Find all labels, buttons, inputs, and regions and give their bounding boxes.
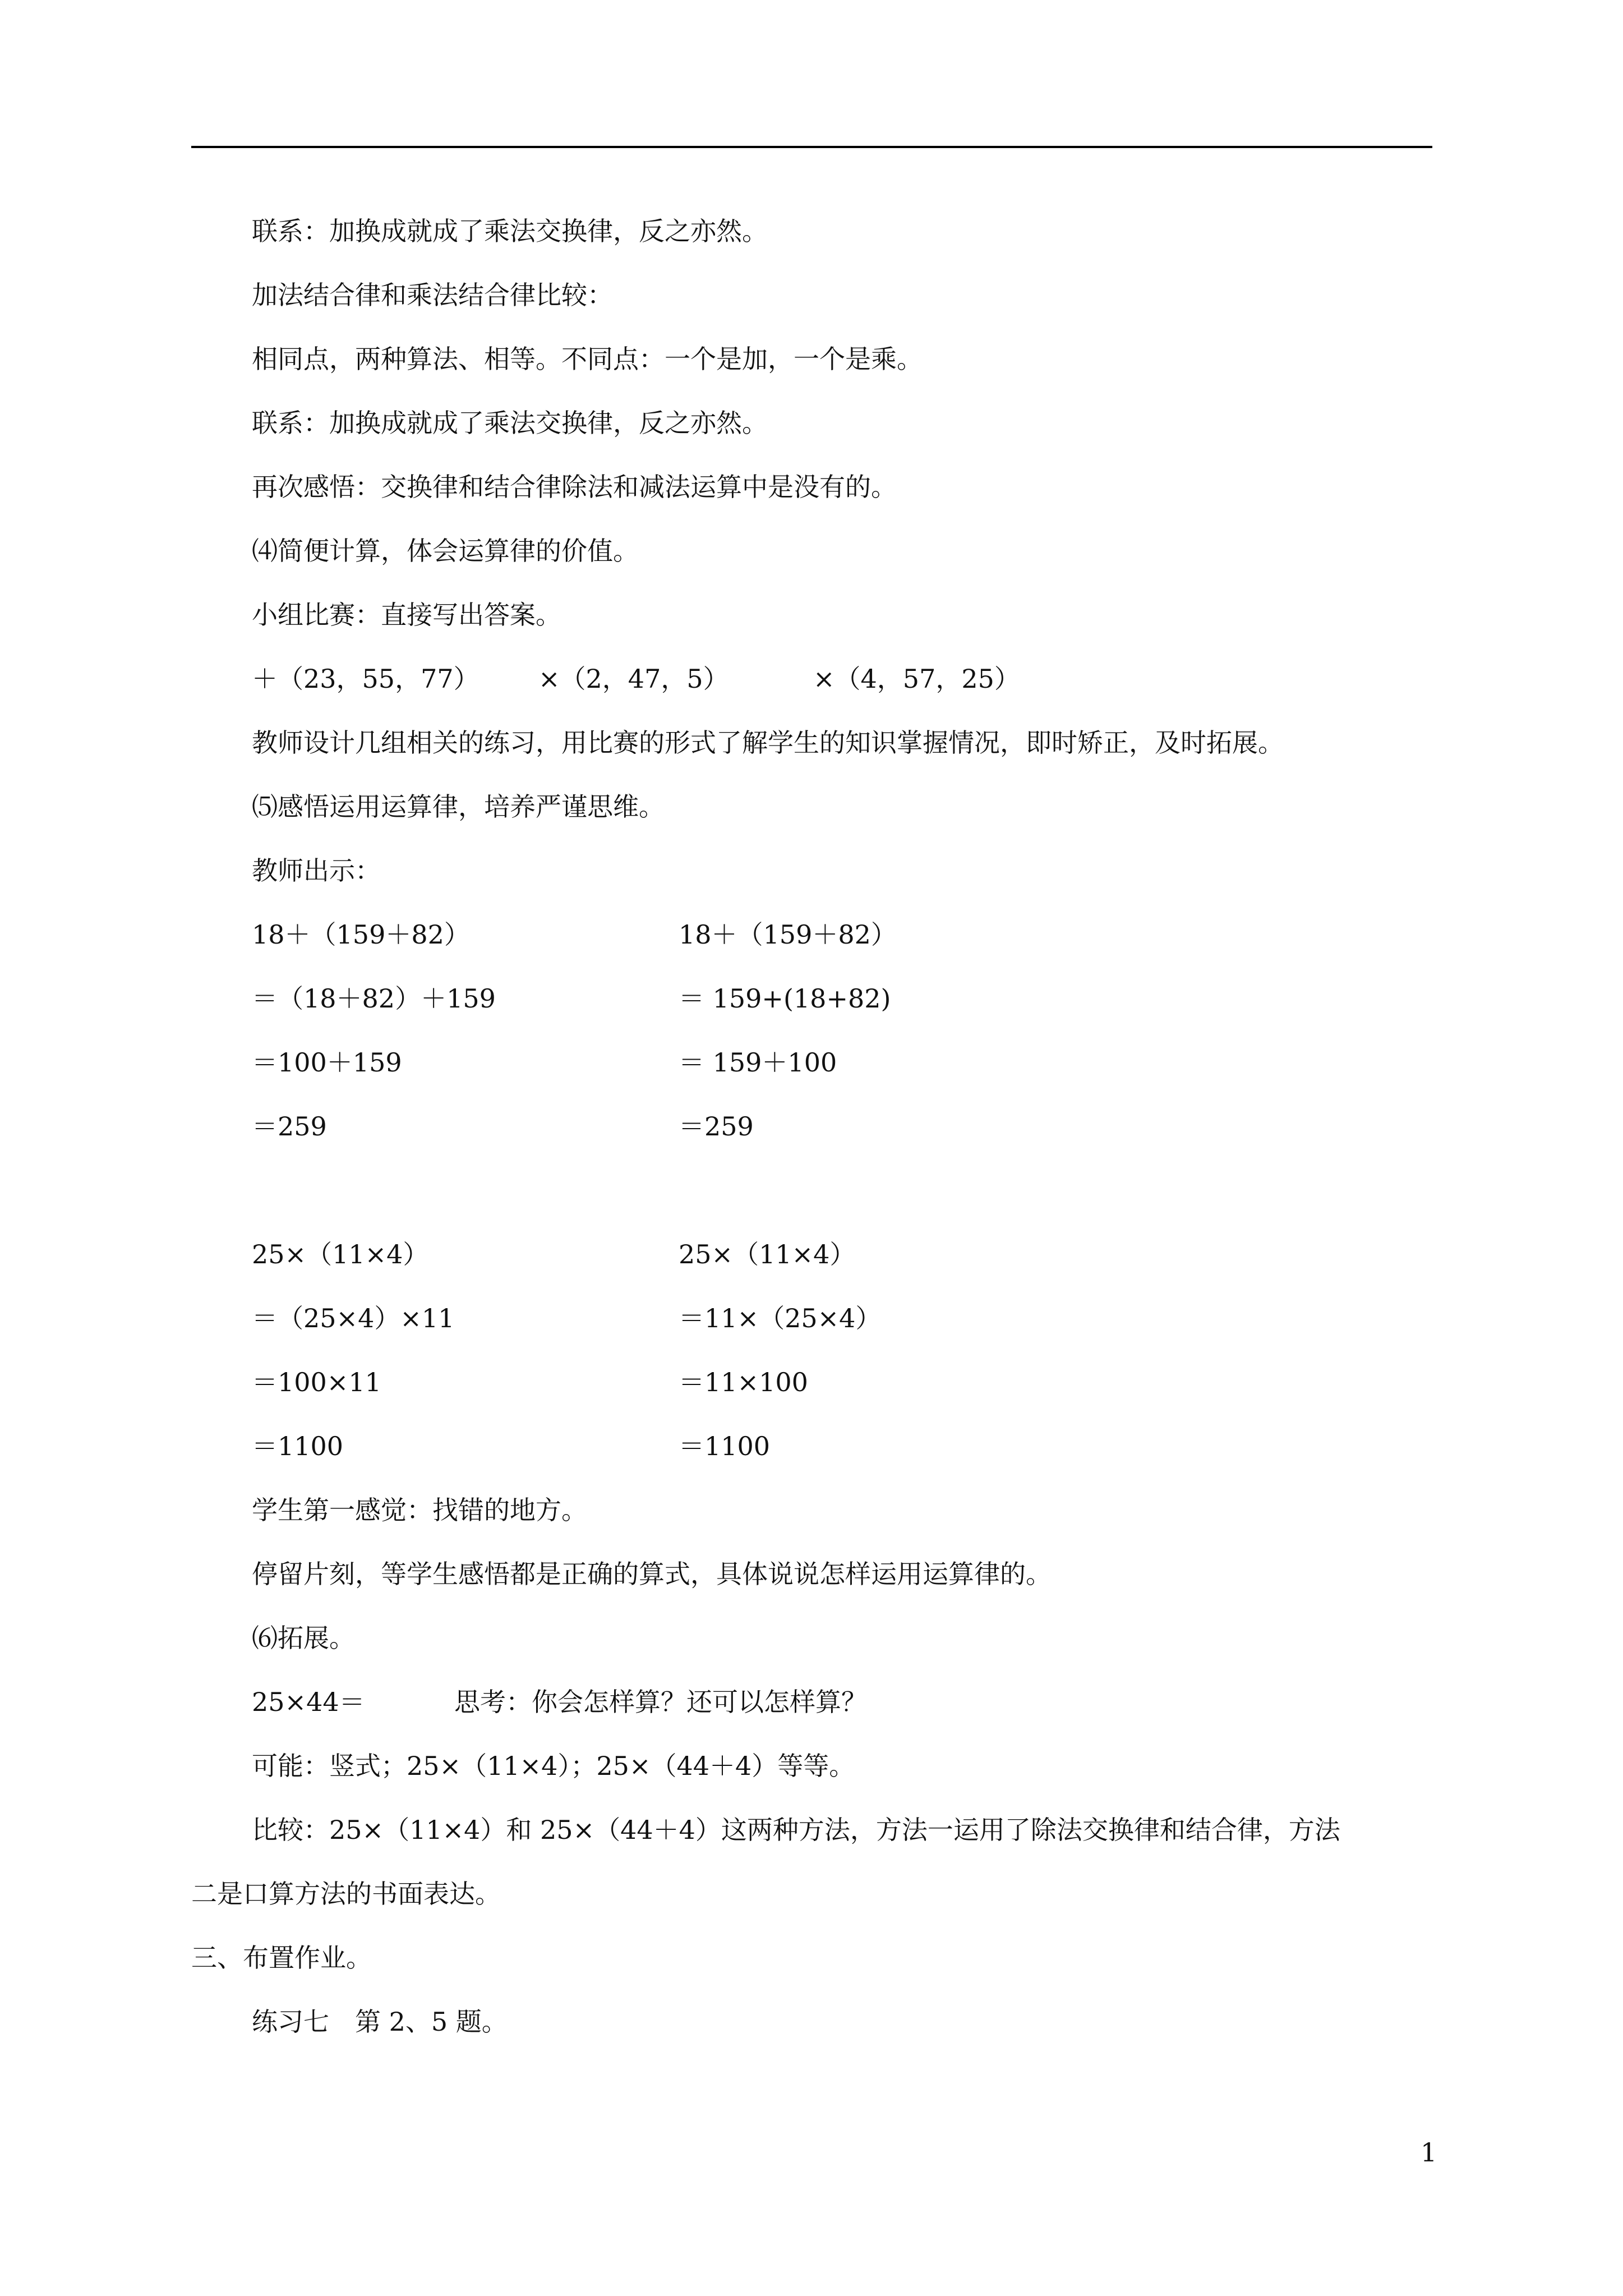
text-line: 练习七 第 2、5 题。 [252, 2007, 508, 2037]
calc-line: ＝11×（25×4） [679, 1303, 882, 1333]
competition-item: ＋（23，55，77） [252, 664, 479, 694]
competition-item: ×（2，47，5） [538, 664, 729, 694]
text-line: ⑹拓展。 [252, 1623, 355, 1653]
calc-line: ＝100＋159 [252, 1047, 402, 1078]
calc-line: ＝ 159＋100 [679, 1047, 837, 1078]
text-line: 可能：竖式；25×（11×4）；25×（44＋4）等等。 [252, 1751, 855, 1781]
text-line: 学生第一感觉：找错的地方。 [252, 1495, 587, 1525]
text-line: 相同点，两种算法、相等。不同点：一个是加，一个是乘。 [252, 344, 923, 374]
section-heading: 三、布置作业。 [191, 1943, 372, 1973]
text-line: 教师设计几组相关的练习，用比赛的形式了解学生的知识掌握情况，即时矫正，及时拓展。 [252, 728, 1284, 758]
calc-line: 18＋（159＋82） [252, 919, 470, 950]
text-line: 二是口算方法的书面表达。 [191, 1879, 501, 1909]
calc-line: ＝（25×4）×11 [252, 1303, 455, 1333]
text-line: 停留片刻，等学生感悟都是正确的算式，具体说说怎样运用运算律的。 [252, 1559, 1052, 1589]
calc-line: ＝ 159+(18+82) [679, 983, 891, 1014]
page-number: 1 [1421, 2137, 1437, 2168]
competition-item: ×（4，57，25） [813, 664, 1020, 694]
text-line: 联系：加换成就成了乘法交换律，反之亦然。 [252, 216, 768, 246]
text-line: 思考：你会怎样算？还可以怎样算？ [454, 1687, 867, 1717]
calc-line: ＝（18＋82）＋159 [252, 983, 496, 1014]
calc-line: ＝259 [679, 1111, 754, 1142]
text-line: 联系：加换成就成了乘法交换律，反之亦然。 [252, 408, 768, 438]
calc-line: ＝1100 [679, 1431, 771, 1461]
header-rule [191, 146, 1432, 148]
calc-line: ＝100×11 [252, 1367, 381, 1397]
text-line: 再次感悟：交换律和结合律除法和减法运算中是没有的。 [252, 472, 897, 502]
text-line: 小组比赛：直接写出答案。 [252, 600, 561, 630]
calc-line: 25×（11×4） [252, 1239, 429, 1269]
calc-line: ＝259 [252, 1111, 327, 1142]
text-line: 教师出示： [252, 855, 381, 886]
calc-line: 18＋（159＋82） [679, 919, 897, 950]
text-line: 加法结合律和乘法结合律比较： [252, 280, 613, 310]
text-line: ⑸感悟运用运算律，培养严谨思维。 [252, 792, 665, 822]
calc-line: ＝11×100 [679, 1367, 808, 1397]
calc-line: 25×（11×4） [679, 1239, 856, 1269]
text-line: 25×44＝ [252, 1687, 365, 1717]
text-line: 比较：25×（11×4）和 25×（44＋4）这两种方法，方法一运用了除法交换律和结合律，方法 [252, 1815, 1340, 1845]
calc-line: ＝1100 [252, 1431, 344, 1461]
text-line: ⑷简便计算，体会运算律的价值。 [252, 536, 639, 566]
